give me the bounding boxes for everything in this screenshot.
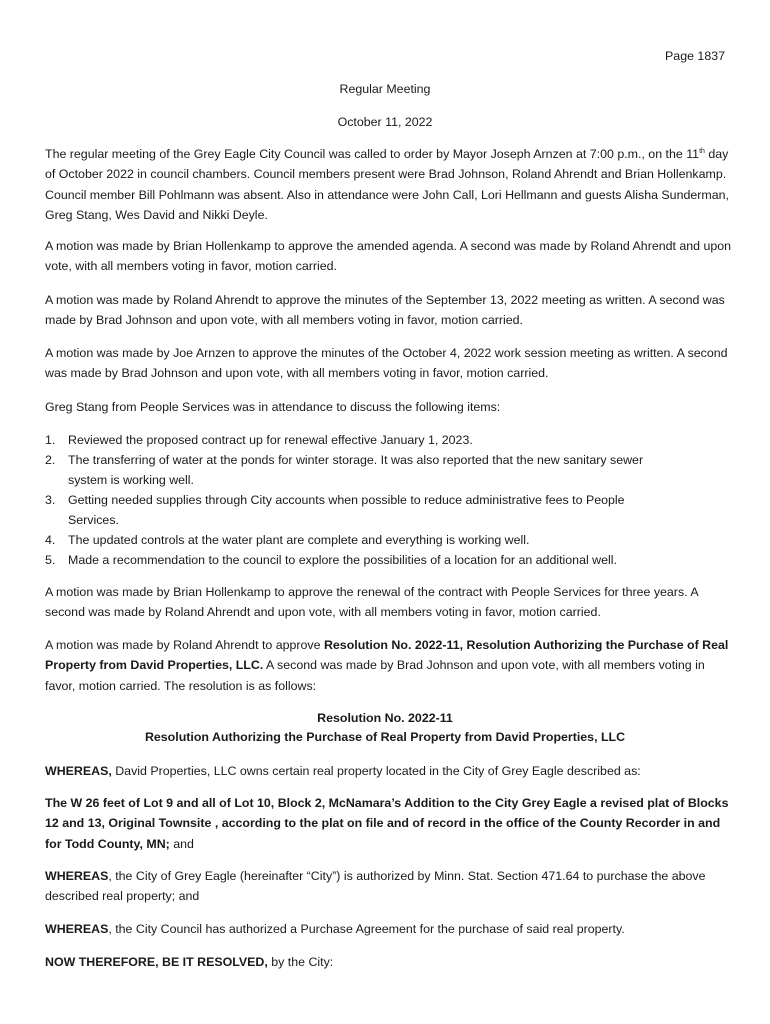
now-therefore: NOW THEREFORE, BE IT RESOLVED, by the City: [45, 955, 334, 969]
resolution-reference: Resolution No. 2022-11, Resolution Authorizing the Purchase of Real Property from David Properties, LLC. [45, 638, 729, 673]
list-item: 1. Reviewed the proposed contract up for renewal effective January 1, 2023. [45, 433, 473, 447]
list-item: 5. Made a recommendation to the council to explore the possibilities of a location for an additional well. [45, 553, 617, 567]
motion-minutes-september: A motion was made by Roland Ahrendt to approve the minutes of the September 13, 2022 meeting as written. A second was made by Brad Johnson and upon vote, with all members voting in favor, motion carried. [45, 293, 725, 328]
list-item: 3. Getting needed supplies through City accounts when possible to reduce administrative fees to People Services. [45, 493, 625, 527]
whereas-3: WHEREAS, the City Council has authorized a Purchase Agreement for the purchase of said real property. [45, 922, 625, 936]
list-item: 4. The updated controls at the water plant are complete and everything is working well. [45, 533, 530, 547]
ordinal-suffix: th [699, 147, 705, 155]
resolution-title: Resolution Authorizing the Purchase of Real Property from David Properties, LLC [144, 730, 626, 744]
resolution-number: Resolution No. 2022-11 [317, 711, 453, 725]
people-services-intro: Greg Stang from People Services was in attendance to discuss the following items: [45, 400, 501, 414]
motion-renewal: A motion was made by Brian Hollenkamp to approve the renewal of the contract with People Services for three years. A second was made by Roland Ahrendt and upon vote, with all members voting in favor, motion carried. [45, 585, 698, 620]
motion-resolution: A motion was made by Roland Ahrendt to approve Resolution No. 2022-11, Resolution Authorizing the Purchase of Real Property from David Properties, LLC. A second was made by Brad Johnson and upon vote, with all members voting in favor, motion carried. The resolution is as follows: [45, 638, 729, 693]
whereas-1: WHEREAS, David Properties, LLC owns certain real property located in the City of Grey Eagle described as: [45, 764, 641, 778]
people-services-list [45, 430, 720, 570]
opening-text-2: day of October 2022 in council chambers. Council members present were Brad Johnson, Roland Ahrendt and Brian Hollenkamp. Council member Bill Pohlmann was absent. Also in attendance were John Call, Lori Hellmann and guests Alisha Sunderman, Greg Stang, Wes David and Nikki Deyle. [45, 147, 729, 222]
opening-paragraph [45, 144, 735, 225]
page-number: Page 1837 [665, 49, 725, 63]
legal-description: The W 26 feet of Lot 9 and all of Lot 10, Block 2, McNamara’s Addition to the City Grey Eagle a revised plat of Blocks 12 and 13, Original Townsite , according to the plat on file and of record in the office of the County Recorder in and for Todd County, MN; and [45, 796, 729, 851]
motion-agenda: A motion was made by Brian Hollenkamp to approve the amended agenda. A second was made by Roland Ahrendt and upon vote, with all members voting in favor, motion carried. [45, 239, 732, 274]
opening-text-1: The regular meeting of the Grey Eagle City Council was called to order by Mayor Joseph Arnzen at 7:00 p.m., on the 11 [45, 147, 700, 161]
whereas-2: WHEREAS, the City of Grey Eagle (hereinafter “City”) is authorized by Minn. Stat. Section 471.64 to purchase the above described real property; and [45, 869, 706, 904]
list-item: 2. The transferring of water at the ponds for winter storage. It was also reported that the new sanitary sewer system is working well. [45, 453, 644, 487]
meeting-type: Regular Meeting [339, 82, 431, 96]
meeting-date: October 11, 2022 [337, 115, 433, 129]
motion-minutes-october: A motion was made by Joe Arnzen to approve the minutes of the October 4, 2022 work session meeting as written. A second was made by Brad Johnson and upon vote, with all members voting in favor, motion carried. [45, 346, 728, 381]
